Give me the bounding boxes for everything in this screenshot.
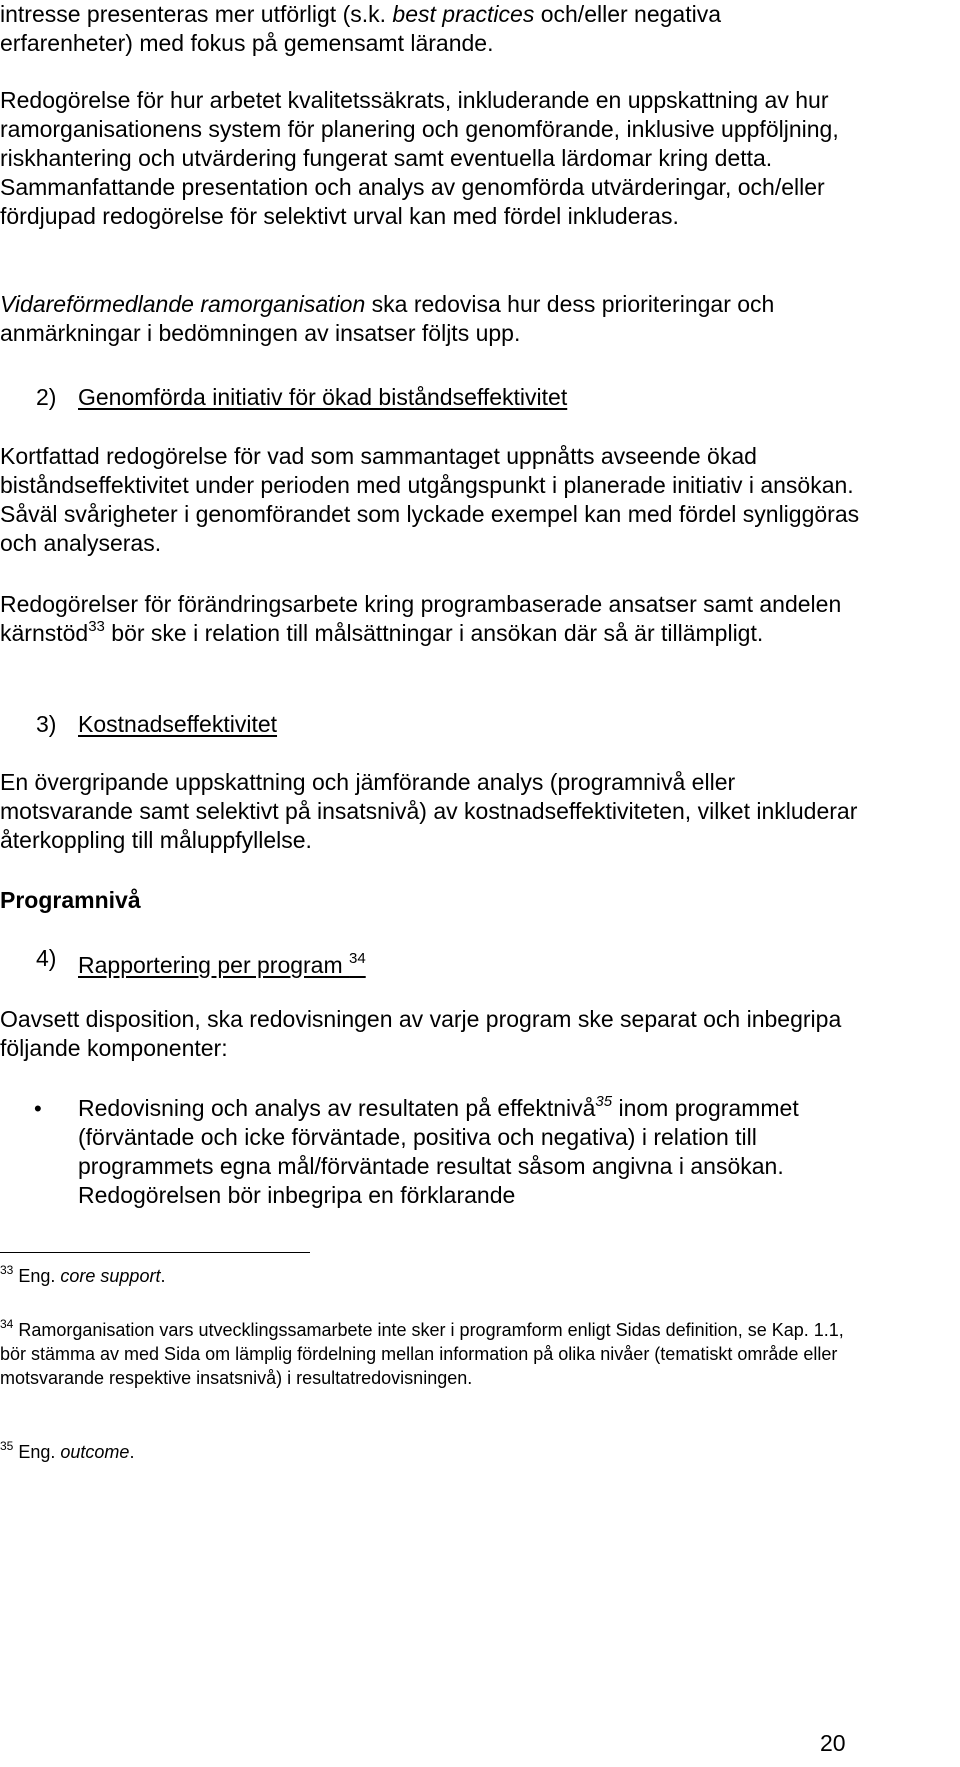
heading-4-title: Rapportering per program $^{34}$ <box>78 950 366 978</box>
section-heading-programniva: Programnivå <box>0 887 141 913</box>
paragraph-vidareformedlande: Vidareförmedlande ramorganisation ska redovisa hur dess prioriteringar och anmärkningar i bedömningen av insatser följts upp. <box>0 291 775 346</box>
heading-3-title: Kostnadseffektivitet <box>78 711 278 737</box>
paragraph-kortfattad: Kortfattad redogörelse för vad som sammantaget uppnåtts avseende ökad biståndseffektivitet under perioden med utgångspunkt i planerade initiativ i ansökan. Såväl svårigheter i genomförandet som lyckade exempel kan med fördel synliggöras och analyseras. <box>0 443 860 556</box>
page-number: 20 <box>820 1730 846 1756</box>
footnote-ref-33: 33 <box>88 618 105 635</box>
term-best-practices: best practices <box>392 1 535 27</box>
footnote-ref-35: 35 <box>595 1093 613 1110</box>
bullet-marker: • <box>34 1096 42 1121</box>
footnote-35: $^{35}$ Eng. outcome. <box>0 1439 135 1462</box>
heading-4-number: 4) <box>36 945 57 971</box>
paragraph-forandringsarbete: Redogörelser för förändringsarbete kring programbaserade ansatser samt andelen kärnstöd$^{33}$ bör ske i relation till målsättningar i ansökan där så är tillämpligt. <box>0 591 842 646</box>
heading-2-number: 2) <box>36 384 57 410</box>
heading-3-number: 3) <box>36 711 57 737</box>
paragraph-oavsett: Oavsett disposition, ska redovisningen av varje program ske separat och inbegripa följande komponenter: <box>0 1006 842 1061</box>
term-vidareformedlande: Vidareförmedlande ramorganisation <box>0 291 366 317</box>
bullet-item-1: Redovisning och analys av resultaten på effektnivå$^{35}$ inom programmet (förväntade och icke förväntade, positiva och negativa) i relation till programmets egna mål/förväntade resultat såsom angivna i ansökan. Redogörelsen bör inbegripa en förklarande <box>78 1093 799 1208</box>
footnote-34: $^{34}$ Ramorganisation vars utvecklingssamarbete inte sker i programform enligt Sidas definition, se Kap. 1.1, bör stämma av med Sida om lämplig fördelning mellan information på olika nivåer (tematiskt område eller motsvarande respektive insatsnivå) i resultatredovisningen. <box>0 1317 844 1388</box>
footnote-ref-34: 34 <box>349 950 366 967</box>
paragraph-kostnadseffektivitet: En övergripande uppskattning och jämförande analys (programnivå eller motsvarande samt selektivt på insatsnivå) av kostnadseffektiviteten, vilket inkluderar återkoppling till måluppfyllelse. <box>0 769 858 853</box>
heading-2-title: Genomförda initiativ för ökad biståndseffektivitet <box>78 384 568 410</box>
footnote-separator <box>0 1252 310 1253</box>
paragraph-quality-assurance: Redogörelse för hur arbetet kvalitetssäkrats, inkluderande en uppskattning av hur ramorganisationens system för planering och genomförande, inklusive uppföljning, riskhantering och utvärdering fungerat samt eventuella lärdomar kring detta. Sammanfattande presentation och analys av genomförda utvärderingar, och/eller fördjupad redogörelse för selektivt urval kan med fördel inkluderas. <box>0 87 839 229</box>
paragraph-intro-continued: intresse presenteras mer utförligt (s.k. best practices och/eller negativa erfarenheter) med fokus på gemensamt lärande. <box>0 1 722 56</box>
footnote-33: $^{33}$ Eng. core support. <box>0 1263 166 1286</box>
